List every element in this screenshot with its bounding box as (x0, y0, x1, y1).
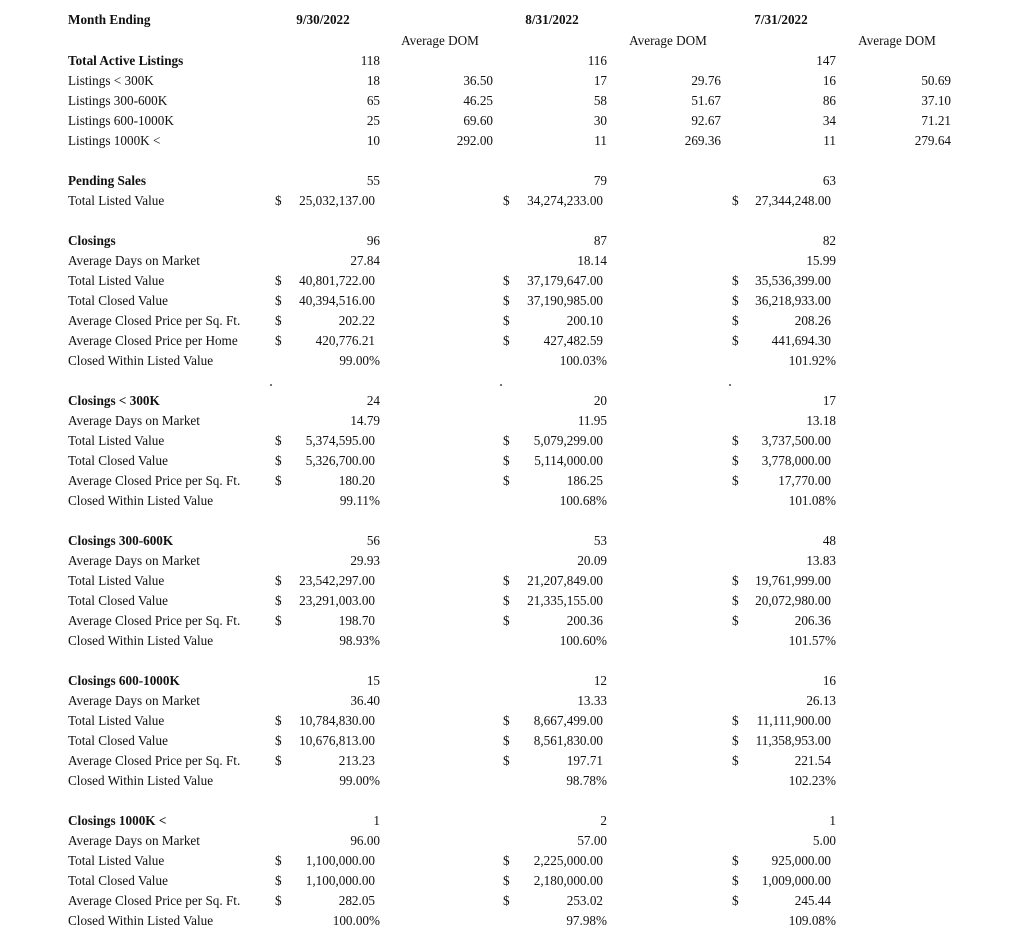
closings-row-label: Total Closed Value (68, 293, 168, 308)
pending-total: 55 (366, 173, 380, 188)
closings-dollar-value: 282.05 (338, 893, 375, 908)
currency-symbol: $ (503, 873, 510, 888)
currency-symbol: $ (275, 293, 282, 308)
scan-artifact-dot (500, 384, 502, 386)
closings-row-label: Average Closed Price per Sq. Ft. (68, 753, 241, 768)
closings-dollar-value: 245.44 (794, 893, 831, 908)
active-count: 17 (593, 73, 607, 88)
active-avg-dom: 51.67 (691, 93, 721, 108)
active-avg-dom: 269.36 (684, 133, 721, 148)
closings-row-label: Total Listed Value (68, 573, 165, 588)
closings-value: 109.08% (788, 913, 836, 928)
pending-sales-title: Pending Sales (68, 173, 147, 188)
closings-row-label: Closed Within Listed Value (68, 773, 214, 788)
closings-value: 20.09 (577, 553, 607, 568)
closings-dollar-value: 20,072,980.00 (755, 593, 831, 608)
active-count: 18 (366, 73, 380, 88)
closings-total: 17 (822, 393, 836, 408)
closings-total: 82 (822, 233, 836, 248)
active-count: 11 (823, 133, 836, 148)
active-row-label: Listings 300-600K (68, 93, 168, 108)
pending-listed-value: 34,274,233.00 (527, 193, 603, 208)
currency-symbol: $ (732, 193, 739, 208)
closings-row-label: Closed Within Listed Value (68, 353, 214, 368)
active-count: 25 (366, 113, 380, 128)
active-count: 10 (366, 133, 380, 148)
pending-row-label: Total Listed Value (68, 193, 165, 208)
closings-row-label: Average Days on Market (68, 553, 200, 568)
currency-symbol: $ (732, 593, 739, 608)
closings-row-label: Average Closed Price per Sq. Ft. (68, 313, 241, 328)
closings-dollar-value: 37,190,985.00 (527, 293, 603, 308)
currency-symbol: $ (275, 313, 282, 328)
closings-dollar-value: 253.02 (566, 893, 603, 908)
currency-symbol: $ (503, 273, 510, 288)
closings-value: 98.78% (566, 773, 607, 788)
active-total: 118 (360, 53, 380, 68)
closings-row-label: Average Days on Market (68, 253, 200, 268)
currency-symbol: $ (732, 713, 739, 728)
closings-dollar-value: 10,676,813.00 (299, 733, 375, 748)
active-count: 16 (822, 73, 836, 88)
closings-dollar-value: 186.25 (566, 473, 603, 488)
closings-row-label: Total Listed Value (68, 853, 165, 868)
active-avg-dom: 279.64 (914, 133, 951, 148)
active-row-label: Listings 1000K < (68, 133, 161, 148)
closings-row-label: Total Listed Value (68, 273, 165, 288)
active-avg-dom: 92.67 (691, 113, 721, 128)
closings-value: 26.13 (806, 693, 836, 708)
closings-value: 102.23% (788, 773, 836, 788)
currency-symbol: $ (275, 453, 282, 468)
closings-value: 11.95 (577, 413, 607, 428)
closings-row-label: Average Closed Price per Home (68, 333, 238, 348)
closings-dollar-value: 180.20 (338, 473, 375, 488)
active-count: 86 (822, 93, 836, 108)
closings-total: 16 (822, 673, 836, 688)
closings-row-label: Average Days on Market (68, 833, 200, 848)
closings-value: 101.57% (788, 633, 836, 648)
closings-value: 14.79 (350, 413, 380, 428)
closings-dollar-value: 21,335,155.00 (527, 593, 603, 608)
closings-row-label: Total Closed Value (68, 873, 168, 888)
currency-symbol: $ (732, 333, 739, 348)
currency-symbol: $ (275, 333, 282, 348)
closings-value: 99.00% (339, 773, 380, 788)
closings-dollar-value: 202.22 (338, 313, 375, 328)
closings-dollar-value: 5,114,000.00 (534, 453, 603, 468)
scan-artifact-dot (729, 384, 731, 386)
currency-symbol: $ (503, 613, 510, 628)
closings-total: 48 (822, 533, 836, 548)
closings-dollar-value: 208.26 (794, 313, 831, 328)
active-avg-dom: 36.50 (463, 73, 493, 88)
closings-value: 98.93% (339, 633, 380, 648)
currency-symbol: $ (503, 573, 510, 588)
closings-value: 100.00% (332, 913, 380, 928)
currency-symbol: $ (503, 473, 510, 488)
closings-total: 96 (366, 233, 380, 248)
closings-block-title: Closings 600-1000K (68, 673, 180, 688)
closings-dollar-value: 17,770.00 (778, 473, 831, 488)
closings-value: 100.03% (559, 353, 607, 368)
closings-value: 99.00% (339, 353, 380, 368)
currency-symbol: $ (732, 473, 739, 488)
closings-dollar-value: 19,761,999.00 (755, 573, 831, 588)
active-total: 147 (816, 53, 836, 68)
closings-value: 96.00 (350, 833, 380, 848)
pending-total: 63 (822, 173, 836, 188)
closings-dollar-value: 40,801,722.00 (299, 273, 375, 288)
month-header: 9/30/2022 (296, 12, 350, 27)
closings-row-label: Average Closed Price per Sq. Ft. (68, 613, 241, 628)
closings-row-label: Closed Within Listed Value (68, 493, 214, 508)
closings-row-label: Total Listed Value (68, 713, 165, 728)
closings-dollar-value: 36,218,933.00 (755, 293, 831, 308)
closings-dollar-value: 5,079,299.00 (533, 433, 603, 448)
closings-total: 87 (593, 233, 607, 248)
currency-symbol: $ (503, 193, 510, 208)
closings-row-label: Average Days on Market (68, 413, 200, 428)
closings-block-title: Closings (68, 233, 116, 248)
closings-value: 13.33 (577, 693, 607, 708)
currency-symbol: $ (275, 753, 282, 768)
currency-symbol: $ (732, 853, 739, 868)
currency-symbol: $ (503, 753, 510, 768)
closings-value: 100.68% (559, 493, 607, 508)
closings-total: 24 (366, 393, 380, 408)
pending-total: 79 (593, 173, 607, 188)
active-count: 30 (593, 113, 607, 128)
currency-symbol: $ (732, 573, 739, 588)
closings-dollar-value: 5,374,595.00 (305, 433, 375, 448)
currency-symbol: $ (275, 713, 282, 728)
currency-symbol: $ (275, 613, 282, 628)
closings-dollar-value: 21,207,849.00 (527, 573, 603, 588)
closings-dollar-value: 11,111,900.00 (756, 713, 831, 728)
closings-dollar-value: 200.36 (566, 613, 603, 628)
closings-row-label: Average Days on Market (68, 693, 200, 708)
currency-symbol: $ (503, 333, 510, 348)
closings-row-label: Average Closed Price per Sq. Ft. (68, 893, 241, 908)
closings-dollar-value: 37,179,647.00 (527, 273, 603, 288)
active-count: 34 (822, 113, 836, 128)
currency-symbol: $ (275, 593, 282, 608)
average-dom-header: Average DOM (629, 33, 707, 48)
currency-symbol: $ (732, 753, 739, 768)
closings-block-title: Closings < 300K (68, 393, 160, 408)
closings-total: 1 (373, 813, 380, 828)
closings-dollar-value: 213.23 (338, 753, 375, 768)
currency-symbol: $ (732, 453, 739, 468)
currency-symbol: $ (503, 853, 510, 868)
active-avg-dom: 37.10 (921, 93, 951, 108)
closings-dollar-value: 3,737,500.00 (761, 433, 831, 448)
closings-value: 13.83 (806, 553, 836, 568)
closings-value: 18.14 (577, 253, 607, 268)
active-avg-dom: 46.25 (463, 93, 493, 108)
active-row-label: Listings < 300K (68, 73, 154, 88)
currency-symbol: $ (732, 293, 739, 308)
closings-value: 100.60% (559, 633, 607, 648)
active-count: 58 (593, 93, 607, 108)
closings-value: 99.11% (339, 493, 380, 508)
closings-value: 101.08% (788, 493, 836, 508)
closings-value: 29.93 (350, 553, 380, 568)
closings-total: 20 (593, 393, 607, 408)
closings-value: 97.98% (566, 913, 607, 928)
currency-symbol: $ (732, 433, 739, 448)
closings-row-label: Total Closed Value (68, 733, 168, 748)
closings-row-label: Total Closed Value (68, 593, 168, 608)
currency-symbol: $ (275, 733, 282, 748)
currency-symbol: $ (275, 273, 282, 288)
month-header: 8/31/2022 (525, 12, 579, 27)
closings-dollar-value: 23,542,297.00 (299, 573, 375, 588)
active-avg-dom: 69.60 (463, 113, 493, 128)
active-count: 11 (594, 133, 607, 148)
closings-total: 56 (366, 533, 380, 548)
closings-dollar-value: 427,482.59 (543, 333, 603, 348)
currency-symbol: $ (503, 733, 510, 748)
currency-symbol: $ (732, 273, 739, 288)
currency-symbol: $ (503, 433, 510, 448)
closings-dollar-value: 200.10 (566, 313, 603, 328)
average-dom-header: Average DOM (401, 33, 479, 48)
pending-listed-value: 25,032,137.00 (299, 193, 375, 208)
currency-symbol: $ (275, 573, 282, 588)
average-dom-header: Average DOM (858, 33, 936, 48)
currency-symbol: $ (275, 193, 282, 208)
closings-dollar-value: 2,180,000.00 (533, 873, 603, 888)
scan-artifact-dot (270, 384, 272, 386)
closings-total: 2 (600, 813, 607, 828)
closings-dollar-value: 206.36 (794, 613, 831, 628)
currency-symbol: $ (275, 433, 282, 448)
currency-symbol: $ (503, 313, 510, 328)
closings-row-label: Average Closed Price per Sq. Ft. (68, 473, 241, 488)
closings-block-title: Closings 300-600K (68, 533, 174, 548)
closings-dollar-value: 197.71 (566, 753, 603, 768)
closings-total: 1 (829, 813, 836, 828)
currency-symbol: $ (275, 893, 282, 908)
active-total: 116 (587, 53, 607, 68)
currency-symbol: $ (503, 453, 510, 468)
closings-dollar-value: 8,561,830.00 (533, 733, 603, 748)
currency-symbol: $ (732, 893, 739, 908)
closings-dollar-value: 11,358,953.00 (755, 733, 831, 748)
currency-symbol: $ (275, 853, 282, 868)
closings-dollar-value: 8,667,499.00 (533, 713, 603, 728)
month-header: 7/31/2022 (754, 12, 808, 27)
closings-value: 101.92% (788, 353, 836, 368)
closings-dollar-value: 2,225,000.00 (533, 853, 603, 868)
closings-dollar-value: 1,100,000.00 (305, 853, 375, 868)
currency-symbol: $ (275, 873, 282, 888)
closings-value: 36.40 (350, 693, 380, 708)
closings-total: 53 (593, 533, 607, 548)
active-avg-dom: 292.00 (456, 133, 493, 148)
closings-dollar-value: 23,291,003.00 (299, 593, 375, 608)
active-count: 65 (366, 93, 380, 108)
active-listings-title: Total Active Listings (68, 53, 184, 68)
closings-value: 13.18 (806, 413, 836, 428)
closings-dollar-value: 441,694.30 (771, 333, 831, 348)
closings-row-label: Total Closed Value (68, 453, 168, 468)
currency-symbol: $ (503, 713, 510, 728)
currency-symbol: $ (503, 293, 510, 308)
closings-dollar-value: 221.54 (794, 753, 831, 768)
currency-symbol: $ (503, 593, 510, 608)
closings-value: 27.84 (350, 253, 380, 268)
active-avg-dom: 29.76 (691, 73, 721, 88)
currency-symbol: $ (503, 893, 510, 908)
currency-symbol: $ (732, 733, 739, 748)
closings-dollar-value: 40,394,516.00 (299, 293, 375, 308)
closings-dollar-value: 1,009,000.00 (761, 873, 831, 888)
closings-block-title: Closings 1000K < (68, 813, 167, 828)
closings-total: 12 (593, 673, 607, 688)
closings-value: 5.00 (812, 833, 836, 848)
active-avg-dom: 71.21 (921, 113, 951, 128)
active-row-label: Listings 600-1000K (68, 113, 174, 128)
active-avg-dom: 50.69 (921, 73, 951, 88)
closings-dollar-value: 420,776.21 (315, 333, 375, 348)
closings-dollar-value: 925,000.00 (771, 853, 831, 868)
closings-total: 15 (366, 673, 380, 688)
closings-row-label: Closed Within Listed Value (68, 913, 214, 928)
closings-dollar-value: 1,100,000.00 (305, 873, 375, 888)
pending-listed-value: 27,344,248.00 (755, 193, 831, 208)
month-ending-label: Month Ending (68, 12, 151, 27)
closings-dollar-value: 198.70 (338, 613, 375, 628)
closings-dollar-value: 5,326,700.00 (305, 453, 375, 468)
closings-dollar-value: 3,778,000.00 (761, 453, 831, 468)
closings-dollar-value: 35,536,399.00 (755, 273, 831, 288)
closings-dollar-value: 10,784,830.00 (299, 713, 375, 728)
currency-symbol: $ (275, 473, 282, 488)
currency-symbol: $ (732, 313, 739, 328)
currency-symbol: $ (732, 873, 739, 888)
currency-symbol: $ (732, 613, 739, 628)
closings-row-label: Closed Within Listed Value (68, 633, 214, 648)
closings-value: 57.00 (577, 833, 607, 848)
closings-row-label: Total Listed Value (68, 433, 165, 448)
closings-value: 15.99 (806, 253, 836, 268)
